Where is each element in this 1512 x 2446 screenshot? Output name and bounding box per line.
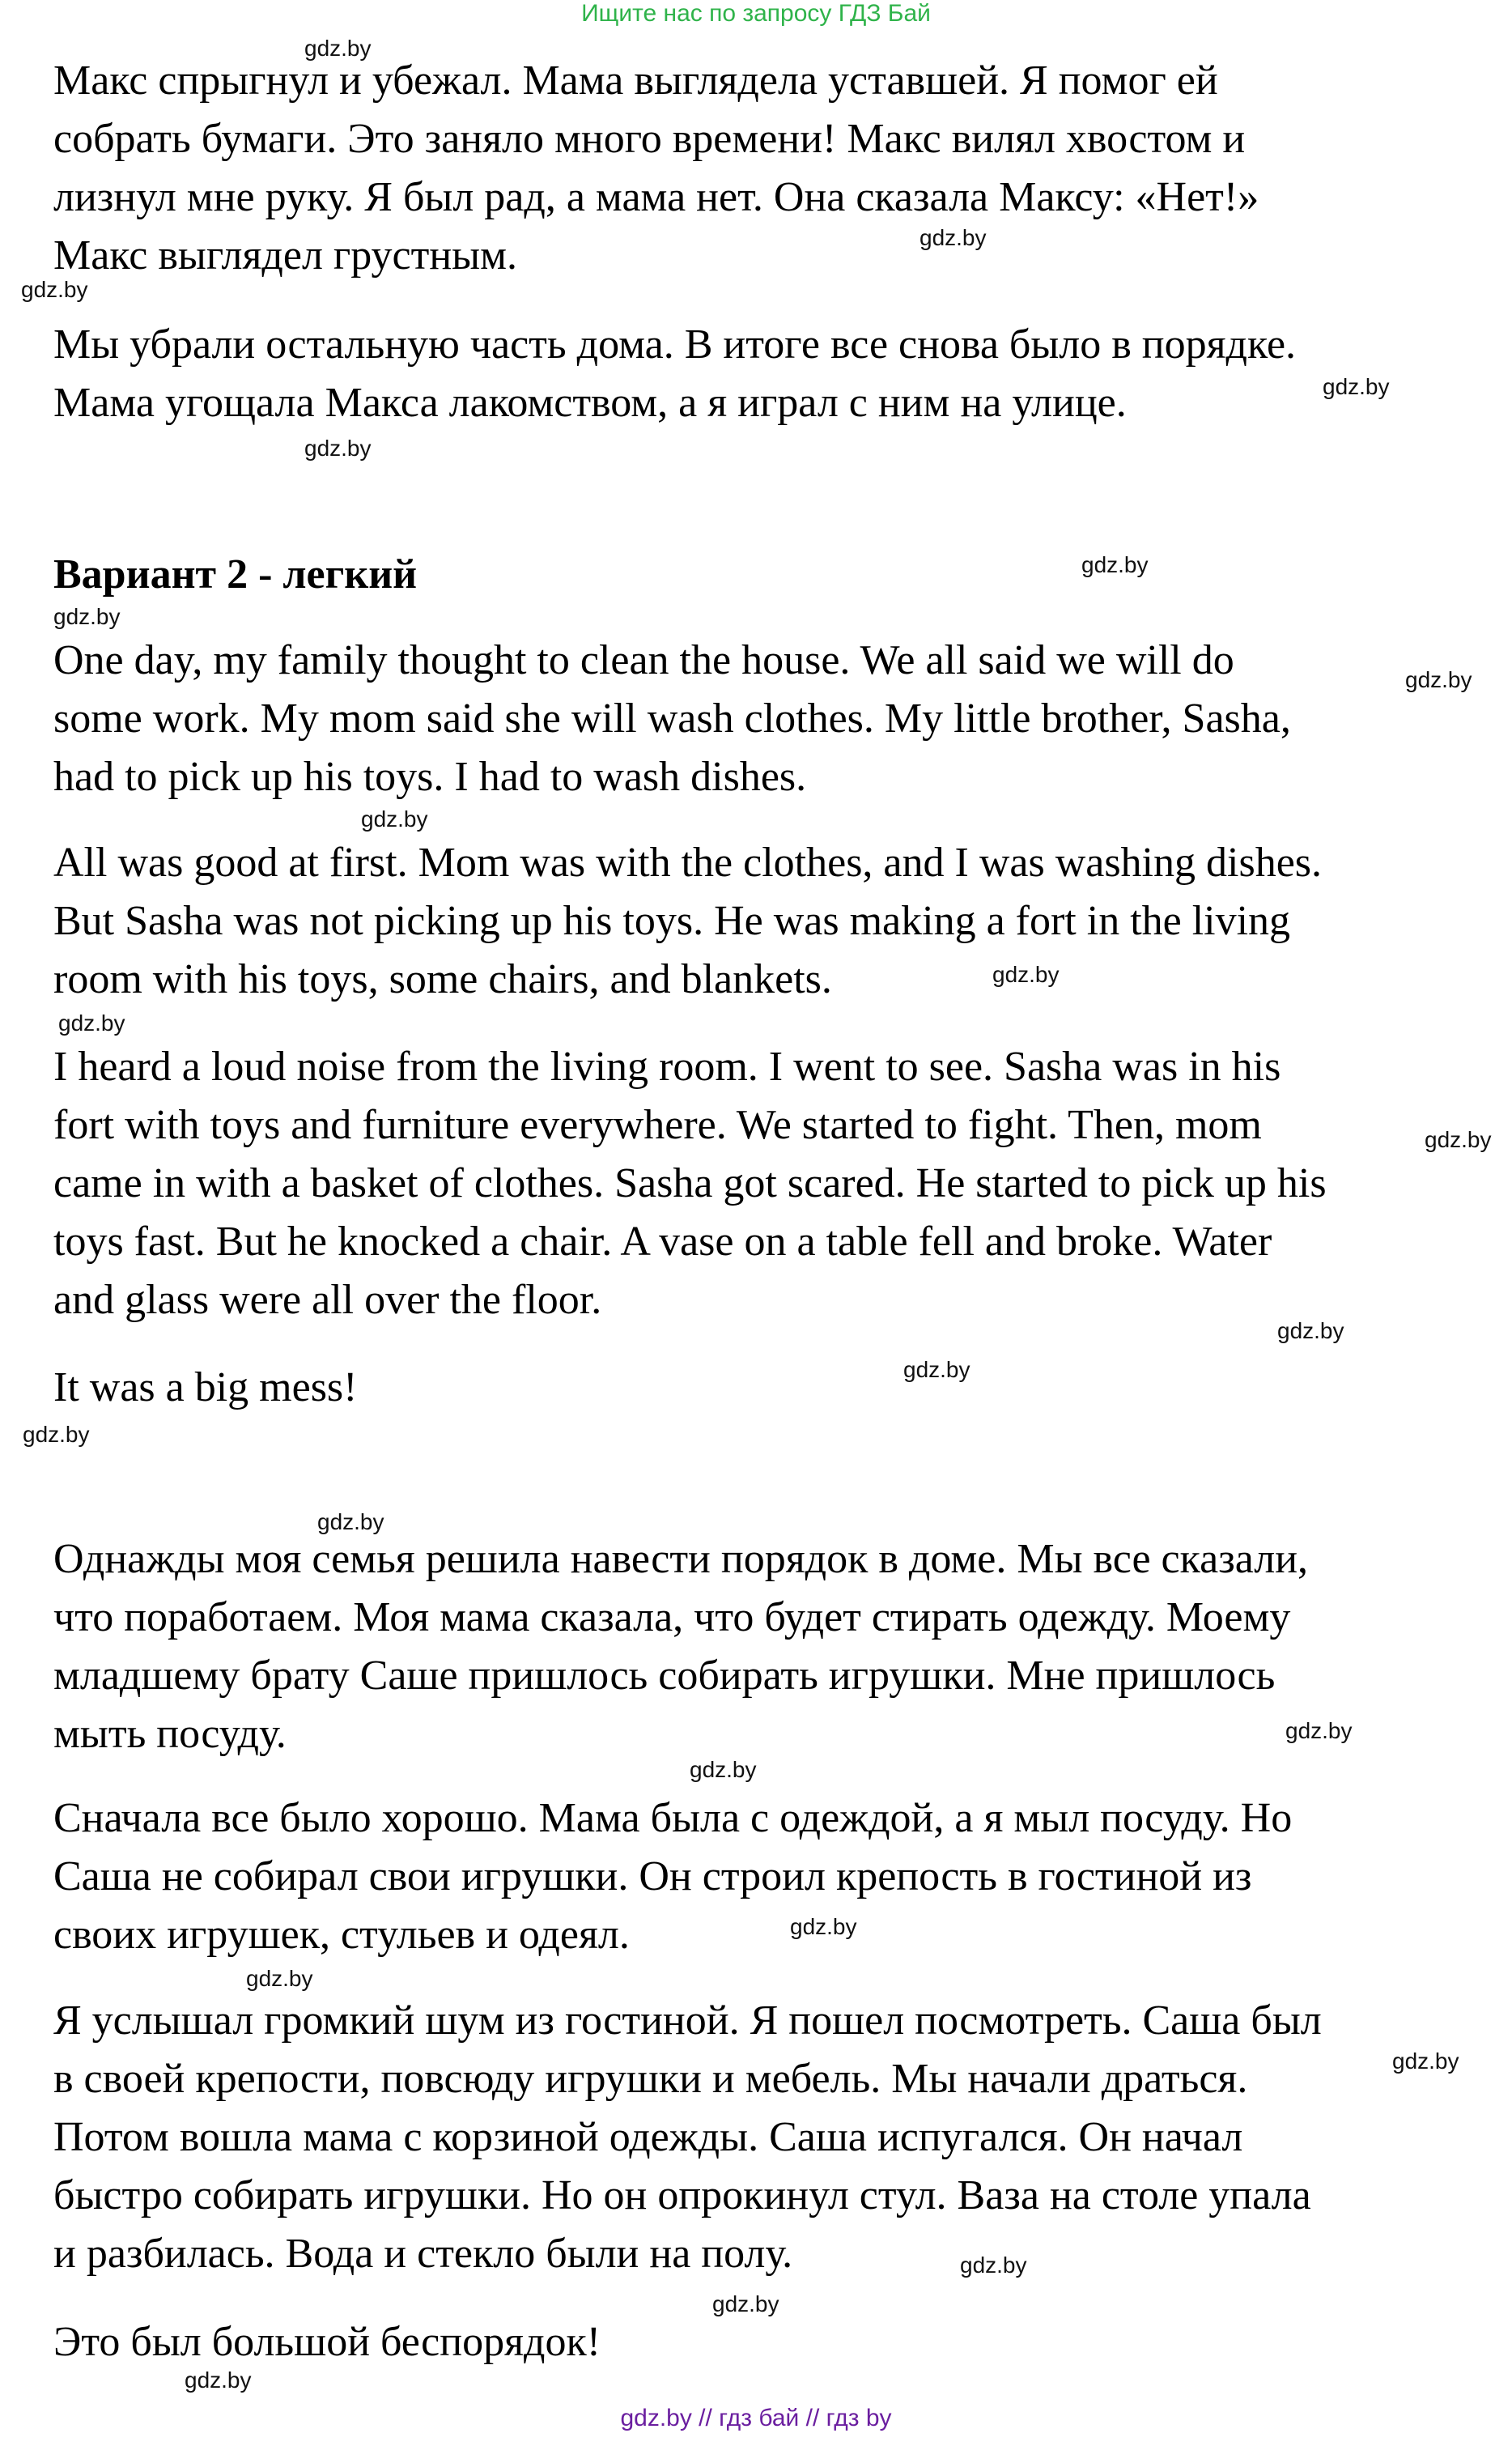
english-paragraph-1: One day, my family thought to clean the house. We all said we will do some work. My mom said she will wash clothes. My little brother, Sasha, had to pick up his toys. I had to wash dishes. — [53, 637, 1291, 800]
translation-paragraph-1: Однажды моя семья решила навести порядок в доме. Мы все сказали, что поработаем. Моя мама сказала, что будет стирать одежду. Моему младшему брату Саше пришлось собирать игрушки. Мне пришлось мыть посуду. — [53, 1536, 1309, 1757]
english-paragraph-3: I heard a loud noise from the living room. I went to see. Sasha was in his fort with toys and furniture everywhere. We started to fight. Then, mom came in with a basket of clothes. Sasha got scared. He started to pick up his toys fast. But he knocked a chair. A vase on a table fell and broke. Water and glass were all over the floor. — [53, 1044, 1327, 1323]
watermark: gdz.by — [361, 806, 428, 832]
watermark: gdz.by — [790, 1914, 857, 1939]
watermark: gdz.by — [1392, 2048, 1459, 2074]
watermark: gdz.by — [1323, 374, 1390, 399]
watermark: gdz.by — [304, 36, 372, 61]
footer-links: gdz.by // гдз бай // гдз by — [620, 2405, 892, 2431]
russian-paragraph-2: Мы убрали остальную часть дома. В итоге все снова было в порядке. Мама угощала Макса лакомством, а я играл с ним на улице. — [53, 321, 1297, 426]
watermark: gdz.by — [992, 962, 1060, 987]
watermark: gdz.by — [53, 604, 121, 629]
watermark: gdz.by — [1285, 1718, 1353, 1743]
watermark: gdz.by — [1425, 1127, 1492, 1152]
watermark: gdz.by — [317, 1509, 384, 1534]
watermark: gdz.by — [712, 2291, 779, 2316]
russian-paragraph-1: Макс спрыгнул и убежал. Мама выглядела уставшей. Я помог ей собрать бумаги. Это заняло много времени! Макс вилял хвостом и лизнул мне руку. Я был рад, а мама нет. Она сказала Максу: «Нет!» Макс выглядел грустным. — [53, 57, 1259, 279]
watermark: gdz.by — [304, 436, 372, 461]
english-paragraph-4: It was a big mess! — [53, 1364, 358, 1410]
english-paragraph-2: All was good at first. Mom was with the clothes, and I was washing dishes. But Sasha was not picking up his toys. He was making a fort in the living room with his toys, some chairs, and blankets. — [53, 840, 1323, 1002]
watermark: gdz.by — [960, 2252, 1027, 2278]
watermark: gdz.by — [21, 277, 88, 302]
watermark: gdz.by — [1081, 552, 1149, 577]
watermark: gdz.by — [23, 1422, 90, 1447]
watermark: gdz.by — [1277, 1318, 1344, 1343]
watermark: gdz.by — [246, 1966, 313, 1991]
watermark: gdz.by — [1405, 667, 1472, 692]
translation-paragraph-4: Это был большой беспорядок! — [53, 2319, 601, 2365]
watermark: gdz.by — [185, 2367, 252, 2393]
watermark: gdz.by — [903, 1357, 970, 1382]
watermark: gdz.by — [58, 1010, 125, 1036]
search-banner: Ищите нас по запросу ГДЗ Бай — [581, 0, 931, 27]
translation-paragraph-3: Я услышал громкий шум из гостиной. Я пошел посмотреть. Саша был в своей крепости, повсюду игрушки и мебель. Мы начали драться. Потом вошла мама с корзиной одежды. Саша испугался. Он начал быстро собирать игрушки. Но он опрокинул стул. Ваза на столе упала и разбилась. Вода и стекло были на полу. — [53, 1997, 1322, 2277]
watermark: gdz.by — [920, 225, 987, 250]
variant-heading: Вариант 2 - легкий — [53, 551, 418, 598]
translation-paragraph-2: Сначала все было хорошо. Мама была с одеждой, а я мыл посуду. Но Саша не собирал свои игрушки. Он строил крепость в гостиной из своих игрушек, стульев и одеял. — [53, 1795, 1293, 1958]
watermark: gdz.by — [690, 1757, 757, 1782]
